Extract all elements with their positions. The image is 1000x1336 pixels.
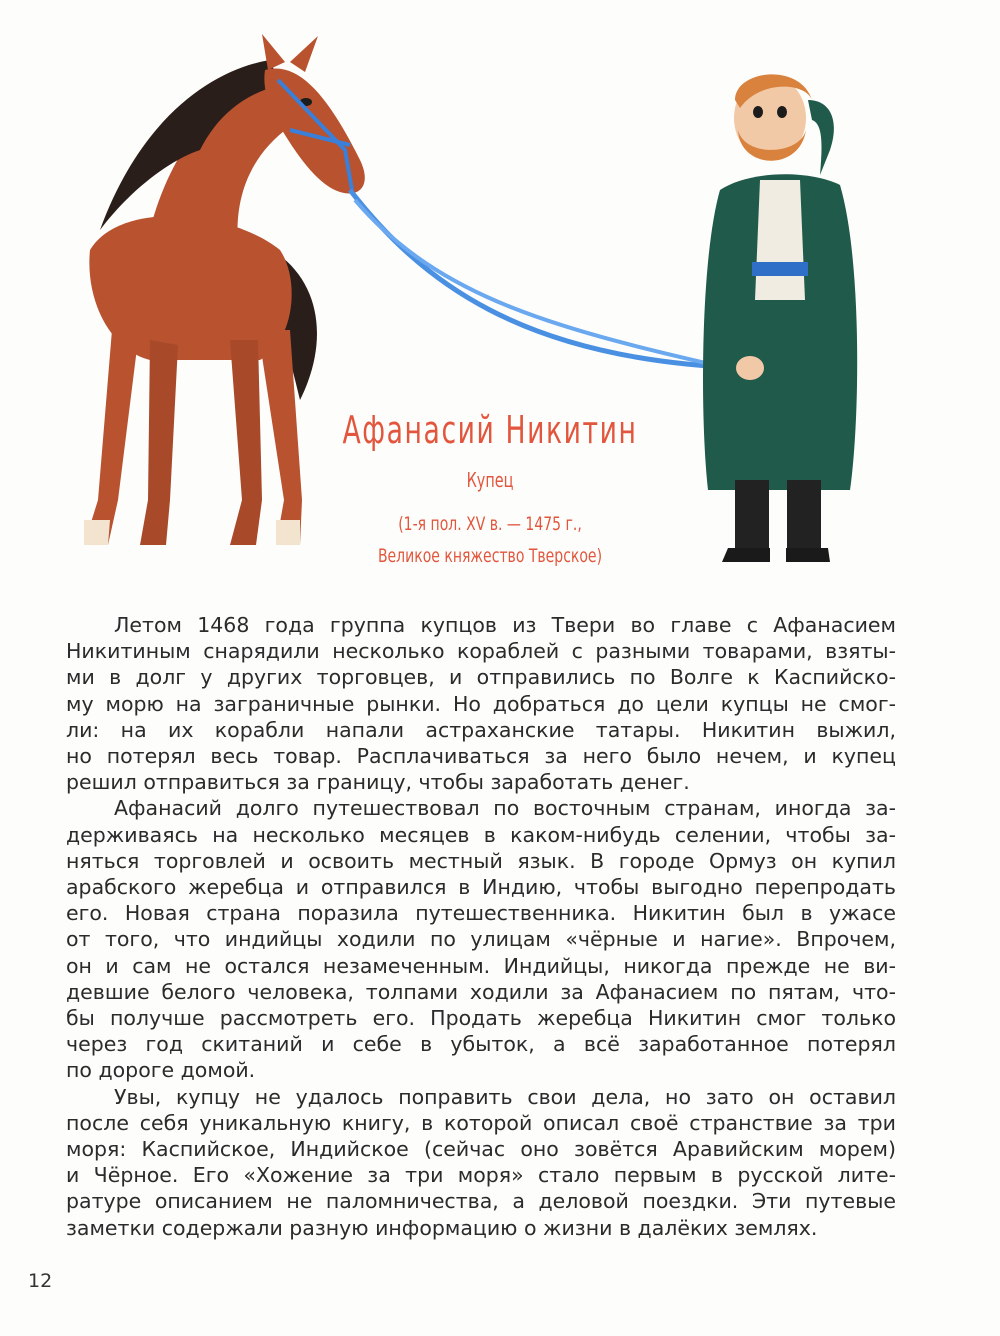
text-line: его. Новая страна поразила путешественника. Никитин был в ужасе — [66, 901, 896, 926]
text-line: и Чёрное. Его «Хожение за три моря» стало первым в русской лите- — [66, 1163, 896, 1188]
text-line: от того, что индийцы ходили по улицам «чёрные и нагие». Впрочем, — [66, 927, 896, 952]
dates-line-2: Великое княжество Тверское) — [377, 545, 603, 567]
text-line: но потерял весь товар. Расплачиваться за него было нечем, и купец — [66, 744, 896, 769]
text-line: держиваясь на несколько месяцев в каком-нибудь селении, чтобы за- — [66, 822, 896, 847]
text-line: бы получше рассмотреть его. Продать жеребца Никитин смог только — [66, 1006, 896, 1031]
text-line: решил отправиться за границу, чтобы заработать денег. — [66, 770, 690, 795]
dates-line-1: (1-я пол. XV в. — 1475 г., — [398, 513, 582, 535]
person-role: Купец — [466, 468, 514, 492]
body-text — [66, 612, 896, 1241]
text-line: моря: Каспийское, Индийское (сейчас оно зовётся Аравийским морем) — [66, 1137, 896, 1162]
text-line: Летом 1468 года группа купцов из Твери во главе с Афанасием — [114, 613, 896, 637]
text-line: Увы, купцу не удалось поправить свои дела, но зато он оставил — [114, 1084, 896, 1109]
text-line: ратуре описанием не паломничества, а деловой поездки. Эти путевые — [66, 1189, 896, 1214]
text-line: Афанасий долго путешествовал по восточным странам, иногда за- — [114, 796, 896, 821]
text-line: ми в долг у других торговцев, и отправились по Волге к Каспийско- — [66, 665, 896, 690]
title-block — [300, 408, 680, 572]
person-dates — [334, 508, 646, 572]
text-line: девшие белого человека, толпами ходили за Афанасием по пятам, что- — [66, 979, 896, 1004]
paragraph-1 — [66, 612, 896, 795]
text-line: няться торговлей и освоить местный язык. В городе Ормуз он купил — [66, 848, 896, 873]
page-number: 12 — [28, 1270, 53, 1292]
text-line: по дороге домой. — [66, 1058, 256, 1083]
merchant-illustration — [703, 74, 857, 562]
text-line: му морю на заграничные рынки. Но добраться до цели купцы не смог- — [66, 691, 896, 716]
text-line: он и сам не остался незамеченным. Индийцы, никогда прежде не ви- — [66, 953, 896, 978]
rope-line — [350, 190, 745, 368]
text-line: ли: на их корабли напали астраханские татары. Никитин выжил, — [66, 717, 896, 742]
text-line: арабского жеребца и отправился в Индию, чтобы выгодно перепродать — [66, 875, 896, 900]
paragraph-2 — [66, 795, 896, 1083]
text-line: после себя уникальную книгу, в которой описал своё странствие за три — [66, 1110, 896, 1135]
text-line: через год скитаний и себе в убыток, а всё заработанное потерял — [66, 1032, 896, 1057]
text-line: Никитиным снарядили несколько кораблей с разными товарами, взяты- — [66, 639, 896, 664]
person-name: Афанасий Никитин — [342, 408, 638, 452]
text-line: заметки содержали разную информацию о жизни в далёких землях. — [66, 1215, 818, 1240]
paragraph-3 — [66, 1084, 896, 1241]
